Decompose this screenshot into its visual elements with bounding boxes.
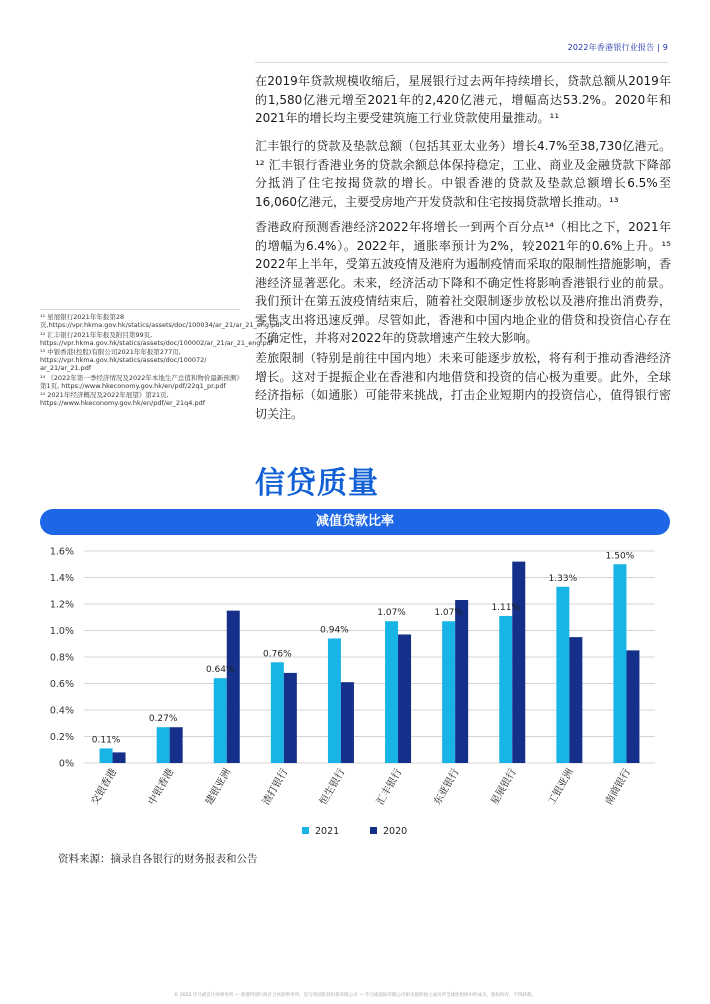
bar-2021 xyxy=(499,616,512,763)
bar-2020 xyxy=(227,611,240,763)
data-label: 0.76% xyxy=(263,649,292,660)
y-tick-label: 1.0% xyxy=(49,626,74,637)
chart-title-banner: 减值贷款比率 xyxy=(40,509,670,535)
y-tick-label: 1.4% xyxy=(49,573,74,584)
source-note: 资料来源：摘录自各银行的财务报表和公告 xyxy=(58,853,258,865)
y-tick-label: 1.2% xyxy=(49,599,74,611)
legend-label-2021: 2021 xyxy=(315,826,340,837)
x-tick-label: 工银亚洲 xyxy=(546,767,576,808)
y-tick-label: 0.6% xyxy=(49,679,74,690)
footnote: ¹⁴ 《2022年第一季经济情况及2022年本地生产总值和物价最新预测》第1页, https://www.hkeconomy.gov.hk/en/pdf/22q1_pr.pdf xyxy=(40,373,240,390)
x-tick-label: 建银亚洲 xyxy=(203,767,234,808)
data-label: 1.11% xyxy=(491,602,521,613)
footnote: ¹³ 中银香港(控股)有限公司2021年年报第277页, https://vpr.hkma.gov.hk/statics/assets/doc/100072/ ar_21/ar_21.pdf xyxy=(40,348,207,372)
body-paragraph: 汇丰银行的贷款及垫款总额（包括其亚太业务）增长4.7%至38,730亿港元。¹² 汇丰银行香港业务的贷款余额总体保持稳定，工业、商业及金融贷款下降部分抵消了住宅按揭贷款的增长。中银香港的贷款及垫款总额增长6.5%至16,060亿港元，主要受房地产开发贷款和住宅按揭贷款增长推动。¹³ xyxy=(255,139,671,209)
body-paragraph: 香港政府预测香港经济2022年将增长一到两个百分点¹⁴（相比之下，2021年的增幅为6.4%）。2022年，通胀率预计为2%，较2021年的0.6%上升。¹⁵ 2022年上半年，受第五波疫情及港府为遏制疫情而采取的限制性措施影响，香港经济显著恶化。未来，经济活动下降和不确定性将影响香港银行业的前景。我们预计在第五波疫情结束后，随着社交限制逐步放松以及港府推出消费券，零售支出将迅速反弹。尽管如此，香港和中国内地企业的借贷和投资信心存在不确定性，并将对2022年的贷款增速产生较大影响。 xyxy=(255,220,671,345)
body-paragraph: 差旅限制（特别是前往中国内地）未来可能逐步放松，将有利于推动香港经济增长。这对于提振企业在香港和内地借贷和投资的信心极为重要。此外，全球经济指标（如通胀）可能带来挑战，打击企业短期内的投资信心，值得银行密切关注。 xyxy=(255,351,671,421)
x-tick-label: 中银香港 xyxy=(146,767,177,808)
data-label: 1.07% xyxy=(377,608,406,619)
x-tick-label: 南商银行 xyxy=(603,767,634,808)
bar-2021 xyxy=(271,662,284,763)
x-tick-label: 东亚银行 xyxy=(432,767,462,808)
bar-2020 xyxy=(170,727,183,763)
legend-label-2020: 2020 xyxy=(383,826,408,837)
page-footer: © 2022 毕马威会计师事务所 — 香港特别行政区合伙制事务所，是与英国私营担保有限公司 — 毕马威国际有限公司相关联的独立成员所全球性组织中的成员。版权所有，不得转载。 xyxy=(173,993,537,998)
bar-2021 xyxy=(556,587,569,763)
legend-swatch-2020 xyxy=(370,827,377,834)
bar-2021 xyxy=(385,621,398,763)
bar-2021 xyxy=(328,638,341,763)
bar-2020 xyxy=(113,752,126,763)
bar-2020 xyxy=(626,650,639,763)
y-tick-label: 1.6% xyxy=(49,546,74,558)
bar-2020 xyxy=(284,673,297,763)
data-label: 1.07% xyxy=(434,608,463,619)
x-tick-label: 渣打银行 xyxy=(260,767,291,808)
x-tick-label: 交银香港 xyxy=(89,767,120,808)
bar-2021 xyxy=(613,564,626,763)
bar-2021 xyxy=(157,727,170,763)
data-label: 0.64% xyxy=(205,665,235,676)
y-tick-label: 0% xyxy=(58,758,74,770)
bar-2021 xyxy=(214,678,227,763)
data-label: 0.94% xyxy=(320,625,349,636)
x-tick-label: 汇丰银行 xyxy=(375,767,405,808)
data-label: 0.11% xyxy=(91,735,121,746)
bar-2020 xyxy=(455,600,468,763)
bar-2020 xyxy=(512,562,525,763)
x-tick-label: 星展银行 xyxy=(489,767,519,808)
header-divider xyxy=(255,62,668,63)
section-title: 信贷质量 xyxy=(255,466,379,501)
x-tick-label: 恒生银行 xyxy=(318,767,348,808)
legend-swatch-2021 xyxy=(302,827,309,834)
footnote-divider xyxy=(40,309,240,310)
bar-2020 xyxy=(341,682,354,763)
bar-2020 xyxy=(569,637,582,763)
footnote: ¹² 汇丰银行2021年年报及附目第99页, https://vpr.hkma.gov.hk/statics/assets/doc/100002/ar_21/ar_21_eng.pdf xyxy=(40,330,274,347)
footnote: ¹⁵ 2021年经济概况及2022年展望》第21页, https://www.hkeconomy.gov.hk/en/pdf/er_21q4.pdf xyxy=(40,391,206,407)
impaired-loan-ratio-chart xyxy=(40,540,670,845)
bar-2021 xyxy=(442,621,455,763)
bar-2021 xyxy=(100,748,113,763)
footnote: ¹¹ 星展银行2021年年报第28页,https://vpr.hkma.gov.hk/statics/assets/doc/100034/ar_21/ar_21_eng.pdf xyxy=(40,313,282,329)
y-tick-label: 0.8% xyxy=(49,652,74,664)
data-label: 1.33% xyxy=(548,573,578,584)
header-title: 2022年香港银行业报告 | 9 xyxy=(567,43,668,52)
bar-2020 xyxy=(398,634,411,763)
y-tick-label: 0.2% xyxy=(49,732,74,743)
data-label: 1.50% xyxy=(605,551,635,562)
data-label: 0.27% xyxy=(148,714,178,725)
body-paragraph: 在2019年贷款规模收缩后，星展银行过去两年持续增长，贷款总额从2019年的1,580亿港元增至2021年的2,420亿港元，增幅高达53.2%。2020年和2021年的增长均主要受建筑施工行业贷款使用量推动。¹¹ xyxy=(255,74,671,125)
y-tick-label: 0.4% xyxy=(49,705,74,717)
footnotes xyxy=(40,313,282,409)
